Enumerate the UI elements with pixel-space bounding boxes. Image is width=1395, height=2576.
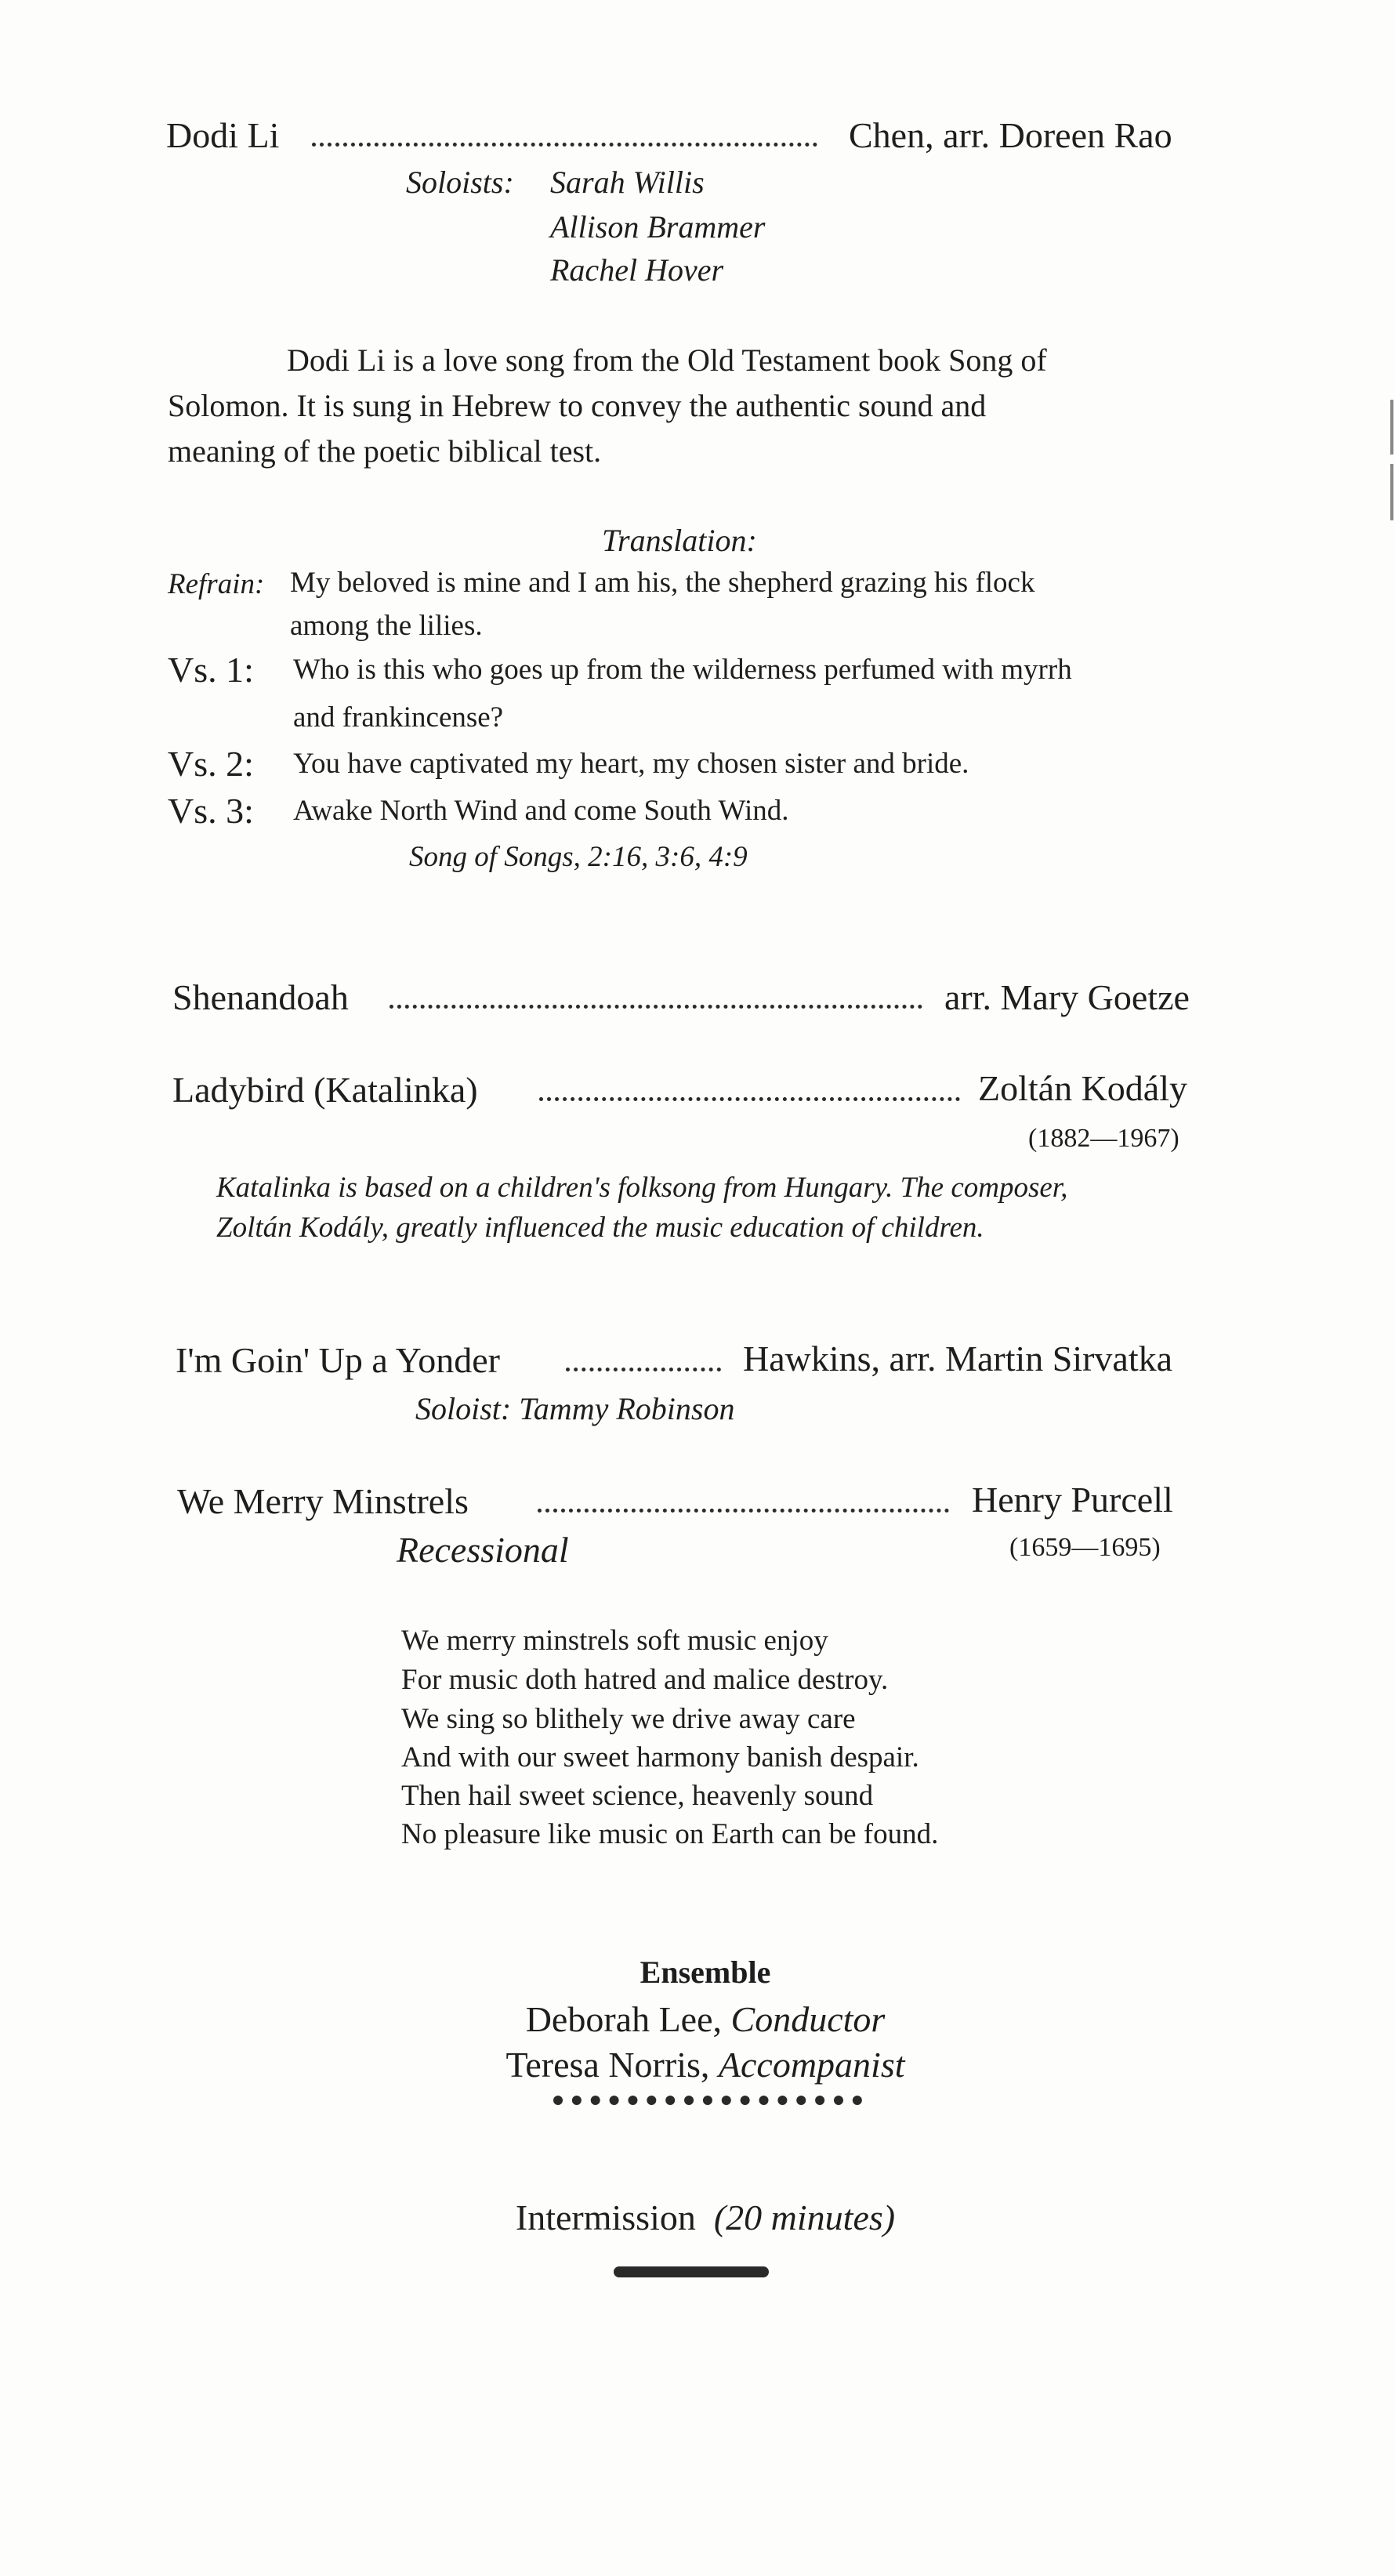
- vs3-text: Awake North Wind and come South Wind.: [293, 795, 789, 827]
- ladybird-composer: Zoltán Kodály: [978, 1068, 1187, 1108]
- vs1-line-1: Who is this who goes up from the wilderness perfumed with myrrh: [293, 654, 1072, 686]
- conductor-role: Conductor: [730, 1999, 886, 2039]
- scan-edge-mark-2: [1390, 464, 1393, 520]
- dodi-li-soloist-1: Sarah Willis: [550, 165, 705, 200]
- vs1-line-2: and frankincense?: [293, 701, 504, 734]
- vs1-label: Vs. 1:: [168, 650, 254, 690]
- dodi-li-soloist-2: Allison Brammer: [550, 209, 766, 245]
- ensemble-heading: Ensemble: [640, 1955, 771, 1990]
- yonder-leader-dots: [566, 1368, 721, 1371]
- minstrels-title: We Merry Minstrels: [177, 1481, 469, 1521]
- dodi-li-soloist-3: Rachel Hover: [550, 252, 724, 288]
- minstrels-lyric-line-4: And with our sweet harmony banish despair.: [401, 1741, 919, 1773]
- ladybird-title: Ladybird (Katalinka): [172, 1070, 478, 1110]
- vs2-label: Vs. 2:: [168, 744, 254, 784]
- yonder-title: I'm Goin' Up a Yonder: [176, 1340, 500, 1380]
- minstrels-subtitle: Recessional: [397, 1530, 569, 1570]
- shenandoah-leader-dots: [390, 1005, 922, 1009]
- ladybird-dates: (1882—1967): [1028, 1124, 1179, 1153]
- dodi-li-citation: Song of Songs, 2:16, 3:6, 4:9: [409, 841, 748, 873]
- accompanist-name: Teresa Norris,: [505, 2045, 710, 2085]
- ladybird-note-line-2: Zoltán Kodály, greatly influenced the music education of children.: [216, 1212, 984, 1244]
- intermission-line: [345, 2197, 1066, 2237]
- minstrels-lyric-line-3: We sing so blithely we drive away care: [401, 1703, 856, 1735]
- refrain-line-2: among the lilies.: [290, 610, 483, 642]
- ladybird-leader-dots: [539, 1097, 960, 1101]
- minstrels-dates: (1659—1695): [1009, 1533, 1161, 1562]
- intermission-duration: (20 minutes): [713, 2197, 896, 2237]
- accompanist-role: Accompanist: [718, 2045, 905, 2085]
- vs2-text: You have captivated my heart, my chosen sister and bride.: [293, 748, 969, 780]
- ornamental-dot-divider: [553, 2096, 862, 2105]
- dodi-li-title: Dodi Li: [166, 115, 280, 155]
- scan-edge-mark-1: [1390, 400, 1393, 455]
- intermission-bar-divider: [614, 2266, 769, 2277]
- intermission-label: Intermission: [515, 2197, 696, 2237]
- minstrels-lyric-line-6: No pleasure like music on Earth can be found.: [401, 1818, 939, 1850]
- shenandoah-title: Shenandoah: [172, 977, 349, 1017]
- translation-heading: Translation:: [602, 523, 757, 558]
- yonder-soloist: Soloist: Tammy Robinson: [415, 1391, 735, 1426]
- dodi-li-description-line-2: Solomon. It is sung in Hebrew to convey the authentic sound and: [168, 388, 987, 423]
- ensemble-accompanist: [345, 2047, 1066, 2083]
- vs3-label: Vs. 3:: [168, 791, 254, 831]
- dodi-li-composer: Chen, arr. Doreen Rao: [849, 115, 1172, 155]
- ensemble-conductor: [345, 1999, 1066, 2039]
- dodi-li-description-line-3: meaning of the poetic biblical test.: [168, 433, 602, 469]
- dodi-li-description-line-1: Dodi Li is a love song from the Old Testament book Song of: [287, 342, 1047, 378]
- yonder-composer: Hawkins, arr. Martin Sirvatka: [743, 1339, 1173, 1379]
- shenandoah-composer: arr. Mary Goetze: [944, 977, 1190, 1017]
- ladybird-note-line-1: Katalinka is based on a children's folksong from Hungary. The composer,: [216, 1172, 1068, 1204]
- minstrels-lyric-line-1: We merry minstrels soft music enjoy: [401, 1625, 828, 1657]
- minstrels-lyric-line-2: For music doth hatred and malice destroy.: [401, 1664, 889, 1696]
- minstrels-lyric-line-5: Then hail sweet science, heavenly sound: [401, 1780, 874, 1812]
- dodi-li-soloists-label: Soloists:: [406, 165, 514, 200]
- refrain-line-1: My beloved is mine and I am his, the shepherd grazing his flock: [290, 567, 1035, 599]
- refrain-label: Refrain:: [168, 568, 265, 600]
- minstrels-composer: Henry Purcell: [972, 1480, 1173, 1520]
- dodi-li-leader-dots: [312, 143, 817, 147]
- conductor-name: Deborah Lee,: [525, 1999, 723, 2039]
- minstrels-leader-dots: [538, 1509, 949, 1513]
